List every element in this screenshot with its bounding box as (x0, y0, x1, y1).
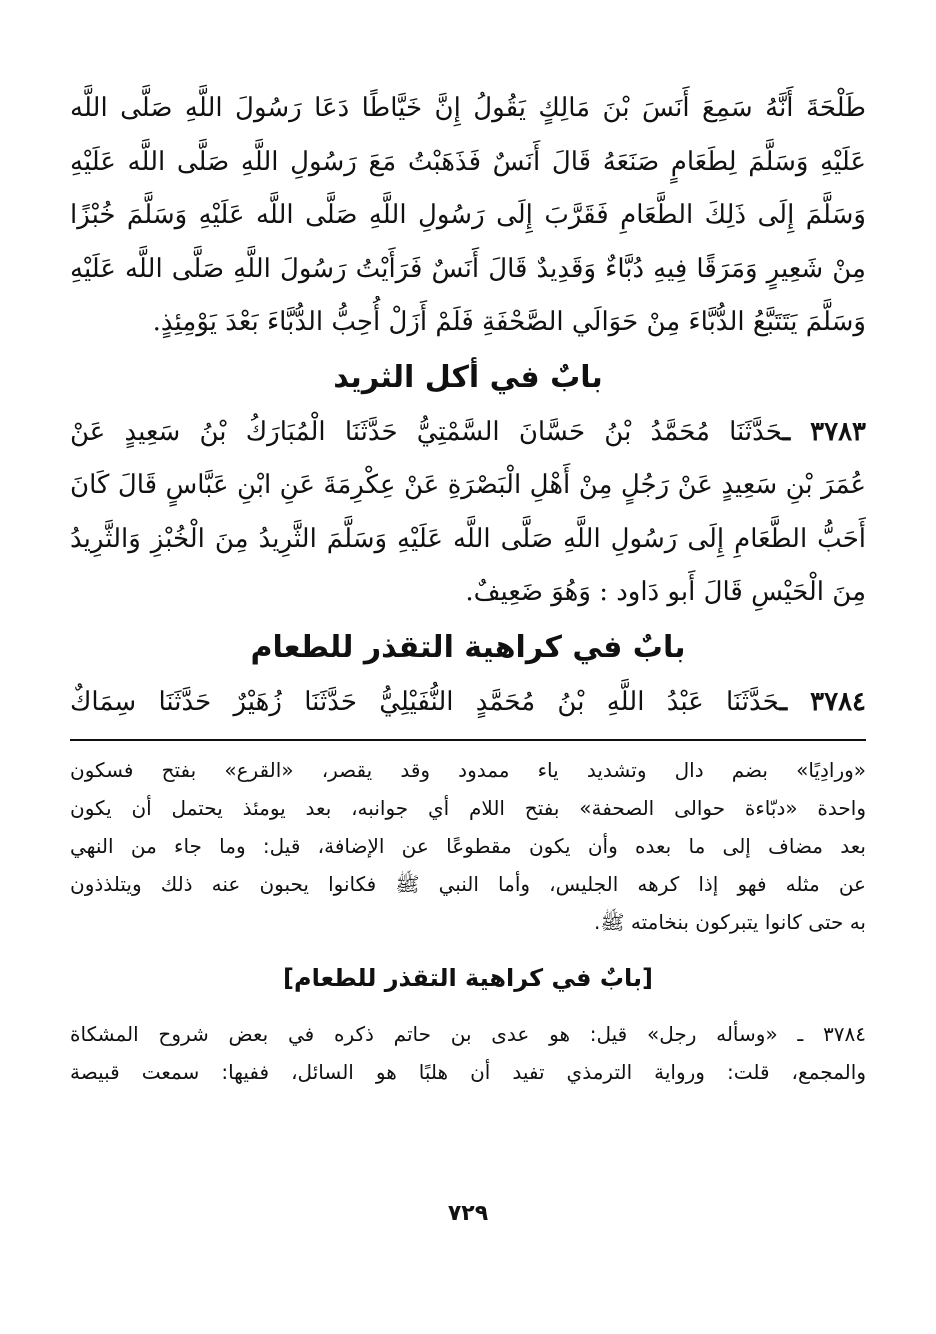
book-page (70, 82, 866, 1091)
page-number: ٧٢٩ (447, 1201, 489, 1226)
text-line: أَحَبُّ الطَّعَامِ إِلَى رَسُولِ اللَّهِ صَلَّى اللَّه عَلَيْهِ وَسَلَّمَ الثَّرِيدُ مِنَ الْخُبْزِ وَالثَّرِيدُ (70, 523, 866, 554)
note-line: «ورادِيًا» بضم دال وتشديد ياء ممدود وقد يقصر، «القرع» بفتح فسكون (70, 758, 866, 782)
text-line: طَلْحَةَ أَنَّهُ سَمِعَ أَنَسَ بْنَ مَالِكٍ يَقُولُ إِنَّ خَيَّاطًا دَعَا رَسُولَ اللَّهِ صَلَّى اللَّه (70, 93, 866, 123)
note-line: ٣٧٨٤ ـ «وسأله رجل» قيل: هو عدى بن حاتم ذكره في بعض شروح المشكاة (70, 1022, 866, 1046)
hadith-text-continuation (70, 82, 866, 350)
footnote-chapter-heading: [بابٌ في كراهية التقذر للطعام] (283, 964, 653, 992)
footnote-divider (70, 739, 866, 741)
hadith-number: ٣٧٨٣ ـ (782, 416, 866, 447)
footnote-commentary-1 (70, 751, 866, 941)
hadith-line-text: حَدَّثَنَا عَبْدُ اللَّهِ بْنُ مُحَمَّدٍ النُّفَيْلِيُّ حَدَّثَنَا زُهَيْرٌ حَدَّثَنَا سِمَاكٌ (70, 686, 780, 717)
text-line: مِنْ شَعِيرٍ وَمَرَقًا فِيهِ دُبَّاءٌ وَقَدِيدٌ قَالَ أَنَسٌ فَرَأَيْتُ رَسُولَ اللَّهِ صَلَّى اللَّه عَلَيْهِ (70, 253, 866, 284)
chapter-heading-tharid: بابٌ في أكل الثريد (333, 359, 603, 395)
chapter-heading-taqadhur: بابٌ في كراهية التقذر للطعام (250, 629, 686, 665)
text-line: عُمَرَ بْنِ سَعِيدٍ عَنْ رَجُلٍ مِنْ أَهْلِ الْبَصْرَةِ عَنْ عِكْرِمَةَ عَنِ ابْنِ عَبَّاسٍ قَالَ كَانَ (70, 470, 866, 500)
note-line: واحدة «دبّاءة حوالى الصحفة» بفتح اللام أي جوانبه، بعد يومئذ يحتمل أن يكون (70, 796, 866, 820)
footnote-commentary-2 (70, 1015, 866, 1091)
text-line: وَسَلَّمَ يَتَتَبَّعُ الدُّبَّاءَ مِنْ حَوَالَي الصَّحْفَةِ فَلَمْ أَزَلْ أُحِبُّ الدُّبَّاءَ بَعْدَ يَوْمِئِذٍ. (152, 307, 866, 337)
text-line (70, 676, 866, 730)
hadith-3784 (70, 676, 866, 730)
hadith-3783 (70, 406, 866, 620)
text-line: مِنَ الْحَيْسِ قَالَ أَبو دَاود : وَهُوَ ضَعِيفٌ. (465, 577, 866, 607)
note-line: بعد مضاف إلى ما بعده وأن يكون مقطوعًا عن الإضافة، قيل: وما جاء من النهي (70, 834, 866, 858)
note-line: والمجمع، قلت: ورواية الترمذي تفيد أن هلبًا هو السائل، ففيها: سمعت قبيصة (70, 1060, 866, 1084)
hadith-line-text: حَدَّثَنَا مُحَمَّدُ بْنُ حَسَّانَ السَّمْتِيُّ حَدَّثَنَا الْمُبَارَكُ بْنُ سَعِيدٍ عَنْ (70, 416, 783, 447)
text-line: عَلَيْهِ وَسَلَّمَ لِطَعَامٍ صَنَعَهُ قَالَ أَنَسٌ فَذَهَبْتُ مَعَ رَسُولِ اللَّهِ صَلَّى اللَّه عَلَيْهِ (70, 146, 866, 177)
text-line (70, 406, 866, 460)
text-line: وَسَلَّمَ إِلَى ذَلِكَ الطَّعَامِ فَقَرَّبَ إِلَى رَسُولِ اللَّهِ صَلَّى اللَّه عَلَيْهِ وَسَلَّمَ خُبْزًا (70, 200, 866, 230)
hadith-number: ٣٧٨٤ ـ (779, 686, 866, 717)
note-line: عن مثله فهو إذا كرهه الجليس، وأما النبي ﷺ فكانوا يحبون عنه ذلك ويتلذذون (70, 872, 866, 896)
note-line: به حتى كانوا يتبركون بنخامته ﷺ. (593, 910, 866, 934)
